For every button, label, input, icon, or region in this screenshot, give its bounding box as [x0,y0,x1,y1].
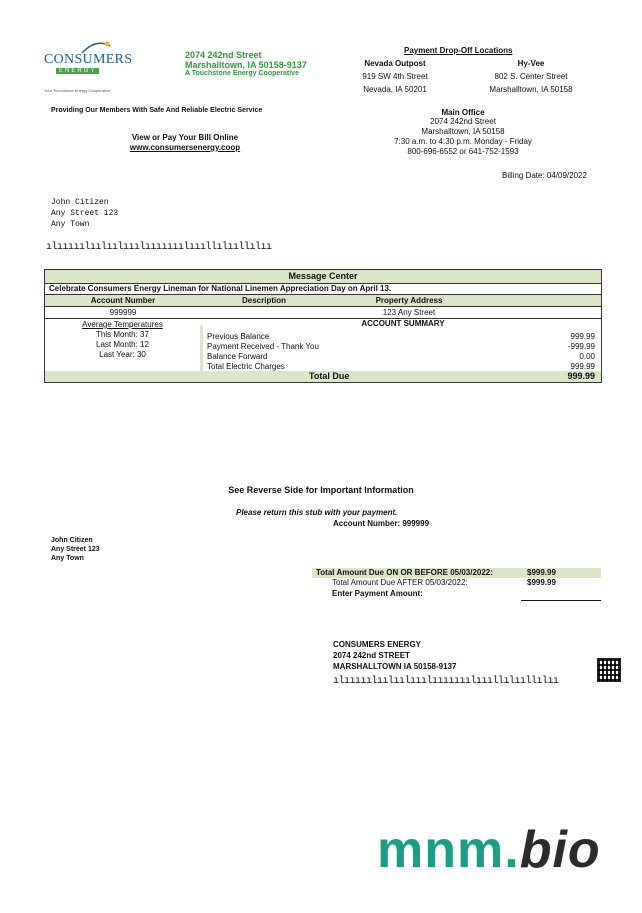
summary-label: Total Electric Charges [207,362,285,371]
customer-name: John Citizen [51,198,109,207]
main-office-title: Main Office [441,108,485,117]
logo-name: CONSUMERS [44,52,133,67]
stub-customer-name: John Citizen [51,537,93,544]
account-summary-title: ACCOUNT SUMMARY [361,319,445,328]
total-due-label: Total Due [309,371,350,381]
summary-label: Payment Received - Thank You [207,342,319,351]
due-before-label: Total Amount Due ON OR BEFORE 05/03/2022: [316,568,493,577]
qr-code-icon [598,659,620,681]
account-number-value: 999999 [109,308,137,317]
watermark-main: mnm. [377,821,520,879]
account-table [44,269,602,383]
col-account-number: Account Number [90,296,156,305]
enter-payment-label: Enter Payment Amount: [332,589,423,598]
reverse-side-notice: See Reverse Side for Important Information [228,485,414,495]
total-due-value: 999.99 [567,371,595,381]
summary-value: 0.00 [579,352,595,361]
due-after-label: Total Amount Due AFTER 05/03/2022: [332,578,468,587]
company-address-line1: 2074 242nd Street [185,50,262,60]
main-office [383,108,543,157]
summary-list [207,332,595,372]
logo-tagline: Your Touchstone Energy Cooperative [44,88,111,93]
dropoff-location-nevada [340,59,450,94]
online-label: View or Pay Your Bill Online [131,133,239,142]
due-after-value: $999.99 [527,578,556,587]
payment-amount-field[interactable] [521,600,601,613]
main-office-hours: 7:30 a.m. to 4:30 p.m. Monday - Friday [394,137,532,146]
main-office-city: Marshalltown, IA 50158 [421,127,505,136]
remit-address [333,639,456,672]
remit-city: MARSHALLTOWN IA 50158-9137 [333,662,457,671]
col-description: Description [241,296,286,305]
watermark [377,820,601,880]
summary-value: -999.99 [567,342,595,351]
col-property-address: Property Address [375,296,443,305]
slogan: Providing Our Members With Safe And Reliable Electric Service [51,107,263,114]
stub-customer-town: Any Town [51,555,84,562]
postal-barcode: ılııııılıılıılııılııııııılıııllılııllılıı [46,242,272,253]
message-center-title: Message Center [45,270,601,283]
customer-town: Any Town [51,220,90,229]
location-city: Marshalltown, IA 50158 [489,85,573,94]
location-city: Nevada, IA 50201 [363,85,427,94]
watermark-tail: bio [519,821,601,879]
remit-barcode: ılııııılıılıılııılııııııılıııllılııllılıı [333,676,559,687]
stub-account-number: Account Number: 999999 [333,519,430,528]
dropoff-location-hyvee [471,59,591,94]
temperatures-title: Average Temperatures [82,320,163,329]
message-center-text: Celebrate Consumers Energy Lineman for National Linemen Appreciation Day on April 13. [49,284,392,293]
summary-label: Previous Balance [207,332,270,341]
website-link[interactable]: www.consumersenergy.coop [129,143,241,152]
summary-row [207,342,595,352]
temp-last-year: Last Year: 30 [99,350,146,359]
billing-date: Billing Date: 04/09/2022 [502,171,587,180]
stub-customer-address [51,536,100,563]
dropoff-title: Payment Drop-Off Locations [404,46,513,55]
summary-label: Balance Forward [207,352,268,361]
temp-last-month: Last Month: 12 [96,340,149,349]
stub-customer-street: Any Street 123 [51,546,100,553]
return-stub-notice: Please return this stub with your payment. [236,508,398,517]
main-office-street: 2074 242nd Street [430,117,496,126]
company-logo [44,40,133,98]
location-name: Hy-Vee [517,59,545,68]
remit-street: 2074 242nd STREET [333,651,410,660]
temperatures [45,320,200,360]
location-name: Nevada Outpost [364,59,426,68]
location-street: 919 SW 4th Street [362,72,428,81]
property-address-value: 123 Any Street [382,308,436,317]
summary-row [207,352,595,362]
customer-street: Any Street 123 [51,209,119,218]
summary-value: 999.99 [570,362,595,371]
customer-address [51,197,118,230]
temp-this-month: This Month: 37 [96,330,149,339]
summary-row [207,332,595,342]
summary-value: 999.99 [570,332,595,341]
main-office-phones: 800-696-6552 or 641-752-1593 [407,147,519,156]
coop-tagline: A Touchstone Energy Cooperative [185,70,299,77]
logo-sub: ENERGY [56,68,99,74]
remit-name: CONSUMERS ENERGY [333,640,422,649]
company-address-line2: Marshalltown, IA 50158-9137 [185,60,307,70]
location-street: 802 S. Center Street [494,72,568,81]
due-before-value: $999.99 [527,568,556,577]
